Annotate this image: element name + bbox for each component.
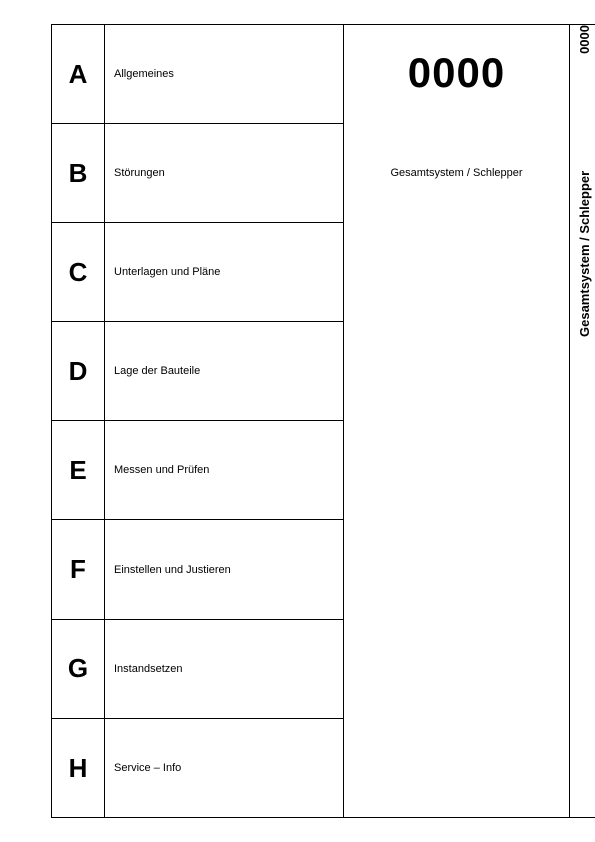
section-label: Messen und Prüfen bbox=[114, 464, 210, 477]
section-row-g[interactable] bbox=[52, 620, 343, 719]
section-label: Lage der Bauteile bbox=[114, 365, 201, 378]
section-letter: D bbox=[52, 322, 105, 420]
section-row-d[interactable] bbox=[52, 322, 343, 421]
section-row-b[interactable] bbox=[52, 124, 343, 223]
section-label: Störungen bbox=[114, 167, 165, 180]
section-row-e[interactable] bbox=[52, 421, 343, 520]
section-letter: E bbox=[52, 421, 105, 519]
document-frame bbox=[51, 24, 595, 818]
section-row-h[interactable] bbox=[52, 719, 343, 818]
section-letter: B bbox=[52, 124, 105, 222]
spine-number: 0000 bbox=[576, 25, 592, 54]
section-letter: C bbox=[52, 223, 105, 321]
section-letter: F bbox=[52, 520, 105, 618]
section-label: Unterlagen und Pläne bbox=[114, 266, 221, 279]
section-letter: G bbox=[52, 620, 105, 718]
spine-label bbox=[570, 25, 595, 817]
section-letter: H bbox=[52, 719, 105, 818]
spine-title: Gesamtsystem / Schlepper bbox=[576, 170, 592, 337]
section-label: Einstellen und Justieren bbox=[114, 563, 231, 576]
section-row-c[interactable] bbox=[52, 223, 343, 322]
title-panel bbox=[344, 25, 570, 817]
section-letter: A bbox=[52, 25, 105, 123]
section-label: Instandsetzen bbox=[114, 662, 183, 675]
section-row-f[interactable] bbox=[52, 520, 343, 619]
section-row-a[interactable] bbox=[52, 25, 343, 124]
document-title: Gesamtsystem / Schlepper bbox=[390, 167, 523, 179]
section-label: Allgemeines bbox=[114, 68, 174, 81]
document-number: 0000 bbox=[407, 49, 506, 96]
section-label: Service – Info bbox=[114, 762, 182, 775]
section-index bbox=[52, 25, 344, 817]
